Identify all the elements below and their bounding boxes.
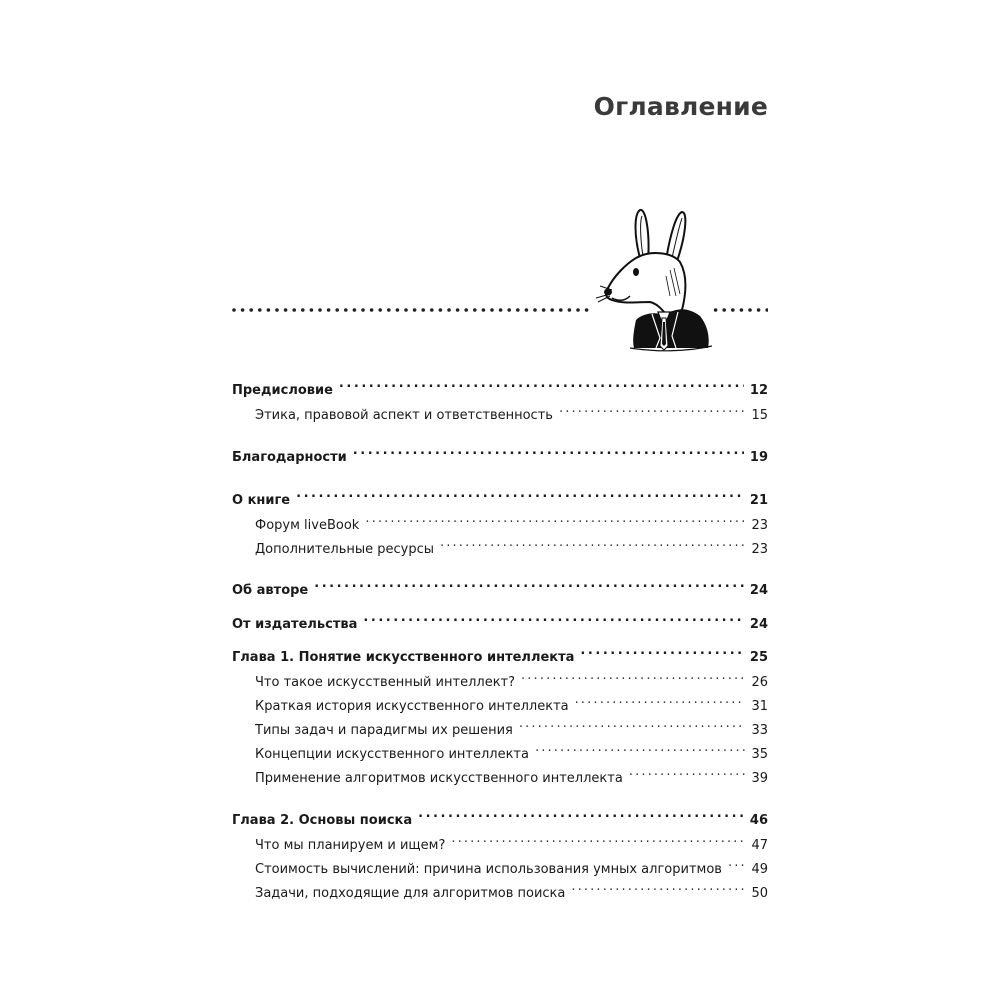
- toc-section-entry[interactable]: [232, 714, 768, 738]
- toc-page-number: 19: [749, 450, 768, 465]
- toc-page-number: 15: [751, 408, 768, 423]
- toc-entry-title: Концепции искусственного интеллекта: [255, 747, 529, 762]
- toc-section-entry[interactable]: [232, 690, 768, 714]
- page-title: Оглавление: [593, 92, 768, 121]
- toc-entry-title: Дополнительные ресурсы: [255, 542, 435, 557]
- toc-page-number: 47: [751, 838, 768, 853]
- toc-section-entry[interactable]: [232, 666, 768, 690]
- toc-page-number: 21: [749, 493, 768, 508]
- toc-page-number: 49: [751, 862, 768, 877]
- toc-section-entry[interactable]: [232, 509, 768, 533]
- toc-entry-title: Предисловие: [232, 383, 333, 398]
- toc-section-entry[interactable]: [232, 829, 768, 853]
- toc-entry-title: Этика, правовой аспект и ответственность: [255, 408, 553, 423]
- rabbit-illustration: [596, 206, 712, 352]
- toc-section-entry[interactable]: [232, 738, 768, 762]
- toc-page-number: 24: [749, 583, 768, 598]
- toc-entry-title: Что мы планируем и ищем?: [255, 838, 446, 853]
- toc-entry-title: Типы задач и парадигмы их решения: [255, 723, 513, 738]
- dot-leader: [728, 853, 746, 873]
- dot-leader: [418, 804, 744, 824]
- dot-leader: [580, 641, 743, 661]
- toc-entry-title: Краткая история искусственного интеллекта: [255, 699, 569, 714]
- toc-page-number: 33: [751, 723, 768, 738]
- dot-leader: [571, 877, 745, 897]
- toc-page-number: 31: [751, 699, 768, 714]
- toc-entry-title: Задачи, подходящие для алгоритмов поиска: [255, 886, 566, 901]
- toc-entry-title: Форум liveBook: [255, 518, 360, 533]
- toc-page-number: 23: [751, 542, 768, 557]
- toc-chapter-entry[interactable]: [232, 441, 768, 465]
- dot-leader: [521, 666, 745, 686]
- toc-entry-title: От издательства: [232, 617, 358, 632]
- dot-leader: [314, 574, 744, 594]
- toc-chapter-entry[interactable]: [232, 641, 768, 665]
- toc-section-entry[interactable]: [232, 877, 768, 901]
- toc-page-number: 50: [751, 886, 768, 901]
- toc-page-number: 46: [749, 813, 768, 828]
- dot-leader: [339, 374, 744, 394]
- toc-chapter-entry[interactable]: [232, 374, 768, 398]
- toc-page-number: 24: [749, 617, 768, 632]
- toc-entry-title: Глава 2. Основы поиска: [232, 813, 413, 828]
- toc-entry-title: Стоимость вычислений: причина использования умных алгоритмов: [255, 862, 722, 877]
- toc-section-entry[interactable]: [232, 399, 768, 423]
- toc-section-entry[interactable]: [232, 533, 768, 557]
- toc-page-number: 25: [749, 650, 768, 665]
- dot-leader: [296, 484, 744, 504]
- toc-entry-title: Глава 1. Понятие искусственного интеллекта: [232, 650, 575, 665]
- dot-leader: [519, 714, 746, 734]
- toc-entry-title: Благодарности: [232, 450, 347, 465]
- toc-page-number: 23: [751, 518, 768, 533]
- toc-chapter-entry[interactable]: [232, 484, 768, 508]
- toc-entry-title: Применение алгоритмов искусственного интеллекта: [255, 771, 623, 786]
- dot-leader: [440, 533, 745, 553]
- dot-leader: [363, 608, 744, 628]
- dot-leader: [451, 829, 745, 849]
- toc-page-number: 39: [751, 771, 768, 786]
- dot-leader: [353, 441, 744, 461]
- dot-leader: [629, 762, 746, 782]
- toc-page-number: 12: [749, 383, 768, 398]
- toc-section-entry[interactable]: [232, 762, 768, 786]
- dot-leader: [559, 399, 746, 419]
- toc-chapter-entry[interactable]: [232, 608, 768, 632]
- dot-leader: [575, 690, 746, 710]
- toc-entry-title: Об авторе: [232, 583, 309, 598]
- toc-entry-title: О книге: [232, 493, 291, 508]
- dot-leader: [365, 509, 745, 529]
- toc-page-number: 26: [751, 675, 768, 690]
- toc-chapter-entry[interactable]: [232, 574, 768, 598]
- dot-leader: [535, 738, 745, 758]
- toc-section-entry[interactable]: [232, 853, 768, 877]
- toc-entry-title: Что такое искусственный интеллект?: [255, 675, 516, 690]
- toc-page-number: 35: [751, 747, 768, 762]
- toc-chapter-entry[interactable]: [232, 804, 768, 828]
